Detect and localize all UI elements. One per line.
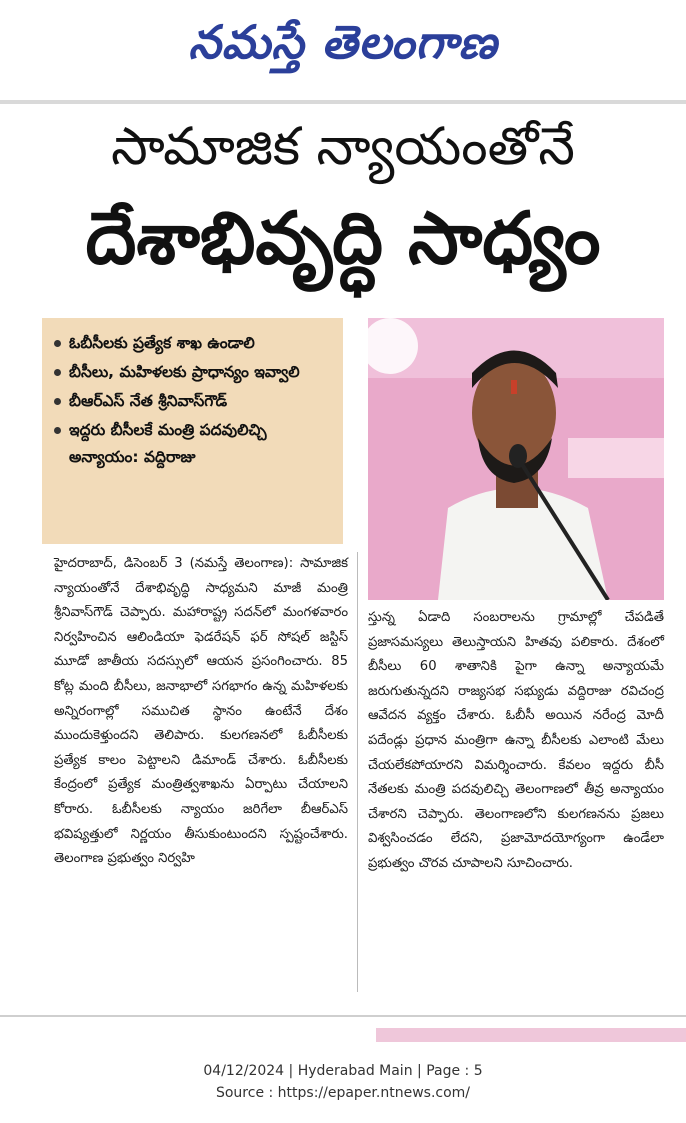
bullet-icon bbox=[54, 427, 61, 434]
article-left-column bbox=[54, 552, 348, 872]
highlight-text: బీసీలు, మహిళలకు ప్రాధాన్యం ఇవ్వాలి bbox=[69, 363, 300, 381]
speaker-photo bbox=[368, 318, 664, 600]
highlight-text: బీఆర్ఎస్ నేత శ్రీనివాస్‌గౌడ్ bbox=[69, 392, 228, 410]
edition-info: 04/12/2024 | Hyderabad Main | Page : 5 bbox=[203, 1063, 483, 1079]
highlight-item bbox=[54, 330, 337, 357]
headline-line-1: సామాజిక న్యాయంతోనే bbox=[111, 117, 575, 177]
highlight-item bbox=[54, 359, 337, 386]
article-right-column bbox=[368, 606, 664, 877]
newspaper-logo: నమస్తే తెలంగాణ bbox=[188, 14, 498, 69]
highlights-box bbox=[42, 318, 343, 544]
highlight-item bbox=[54, 417, 337, 471]
bullet-icon bbox=[54, 369, 61, 376]
bottom-divider bbox=[0, 1015, 686, 1017]
source-link[interactable]: Source : https://epaper.ntnews.com/ bbox=[215, 1085, 471, 1101]
article-paragraph: హైదరాబాద్, డిసెంబర్ 3 (నమస్తే తెలంగాణ): సామాజిక న్యాయంతోనే దేశాభివృద్ధి సాధ్యమని మాజీ మంత్రి శ్రీనివాస్‌గౌడ్ చెప్పారు. మహారాష్ట్ర సదన్‌లో మంగళవారం నిర్వహించిన ఆలిండియా ఫెడరేషన్ ఫర్ సోషల్ జస్టిస్ మూడో జాతీయ సదస్సులో ఆయన ప్రసంగించారు. 85 కోట్ల మంది బీసీలు, జనాభాలో సగభాగం ఉన్న మహిళలకు అన్నిరంగాల్లో సముచిత స్థానం ఉంటేనే దేశం ముందుకెళ్తుందని తెలిపారు. కులగణనలో ఓబీసీలకు ప్రత్యేక కాలం పెట్టాలని డిమాండ్ చేశారు. ఓబీసీలకు కేంద్రంలో ప్రత్యేక మంత్రిత్వశాఖను ఏర్పాటు చేయాలని కోరారు. ఓబీసీలకు న్యాయం జరిగేలా బీఆర్ఎస్ భవిష్యత్తులో నిర్ణయం తీసుకుంటుందని స్పష్టంచేశారు. తెలంగాణ ప్రభుత్వం నిర్వహి bbox=[54, 556, 348, 867]
highlight-item bbox=[54, 388, 337, 415]
highlight-text: ఇద్దరు బీసీలకే మంత్రి పదవులిచ్చి అన్యాయం: వద్దిరాజు bbox=[69, 421, 267, 466]
masthead-divider bbox=[0, 100, 686, 104]
speaker-illustration bbox=[368, 318, 664, 600]
bullet-icon bbox=[54, 340, 61, 347]
column-divider bbox=[357, 552, 358, 992]
headline-line-2: దేశాభివృద్ధి సాధ్యం bbox=[85, 196, 601, 280]
next-article-strip bbox=[376, 1028, 686, 1042]
bullet-icon bbox=[54, 398, 61, 405]
article-paragraph: స్తున్న ఏడాది సంబరాలను గ్రామాల్లో చేపడితే ప్రజాసమస్యలు తెలుస్తాయని హితవు పలికారు. దేశంలో బీసీలు 60 శాతానికి పైగా ఉన్నా అన్యాయమే జరుగుతున్నదని రాజ్యసభ సభ్యుడు వద్దిరాజు రవిచంద్ర ఆవేదన వ్యక్తం చేశారు. ఓబీసీ అయిన నరేంద్ర మోదీ పదేండ్లు ప్రధాన మంత్రిగా ఉన్నా బీసీలకు ఎలాంటి మేలు చేయలేకపోయారని విమర్శించారు. కేవలం ఇద్దరు బీసీ నేతలకు మంత్రి పదవులిచ్చి తెలంగాణలో తీవ్ర అన్యాయం చేశారని చెప్పారు. తెలంగాణలోని కులగణనను ప్రజలు విశ్వసించడం లేదని, ప్రజామోదయోగ్యంగా ఉండేలా ప్రభుత్వం చొరవ చూపాలని సూచించారు. bbox=[368, 610, 664, 871]
page-footer bbox=[0, 1060, 686, 1104]
highlight-text: ఓబీసీలకు ప్రత్యేక శాఖ ఉండాలి bbox=[69, 334, 255, 352]
masthead bbox=[0, 0, 686, 95]
